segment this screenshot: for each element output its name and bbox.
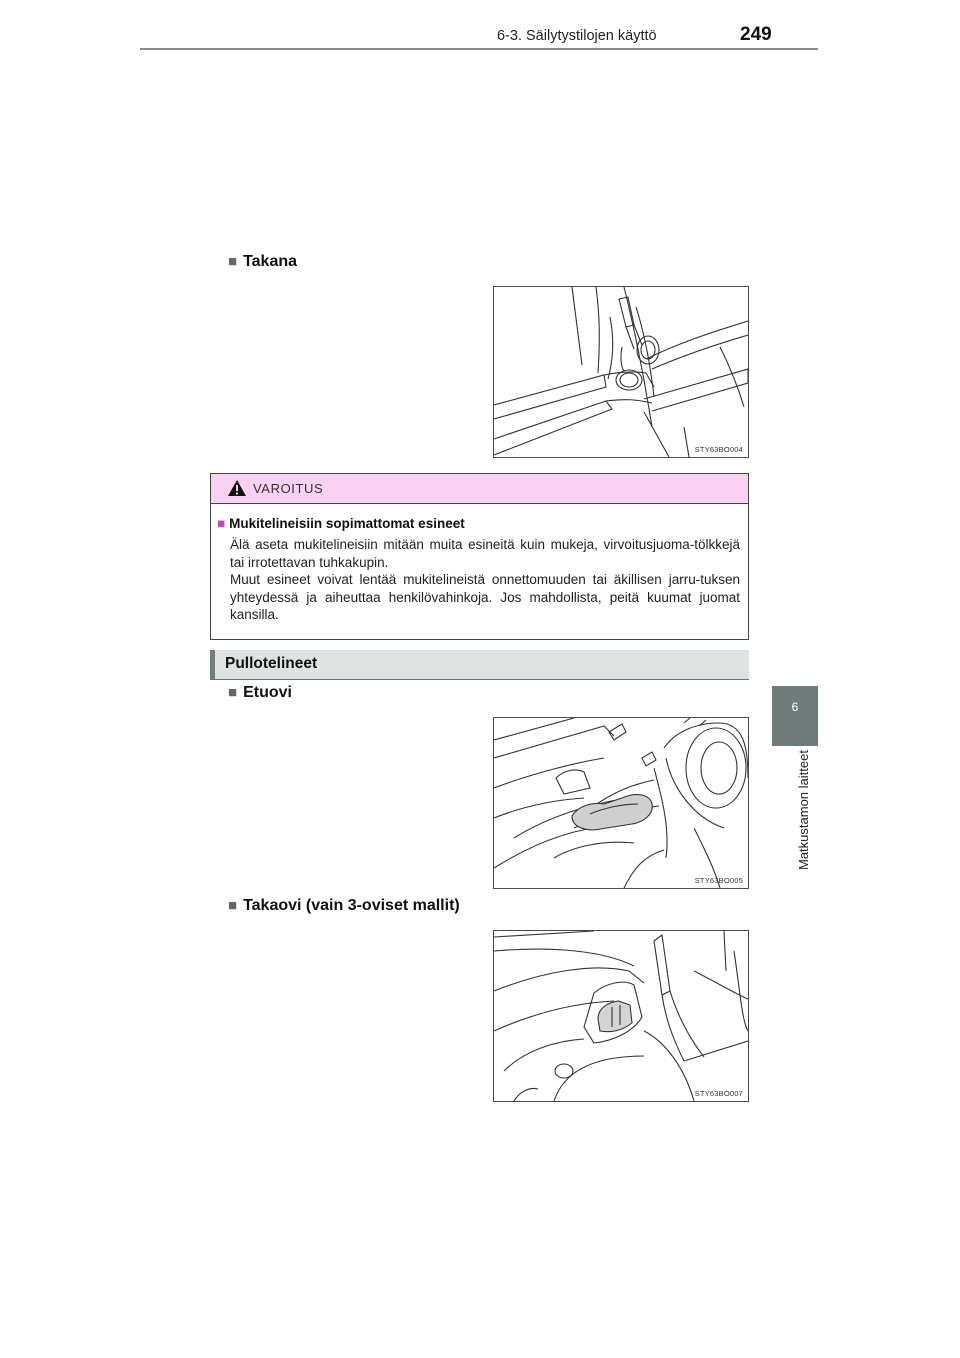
square-bullet-icon: ■: [228, 253, 238, 270]
section-accent: [210, 650, 215, 679]
chapter-title: Matkustamon laitteet: [796, 750, 811, 870]
square-bullet-icon: ■: [217, 516, 226, 531]
chapter-number: 6: [791, 700, 799, 714]
warning-paragraph: Älä aseta mukitelineisiin mitään muita esineitä kuin mukeja, virvoitusjuoma-tölkkejä tai irrotettavan tuhkakupin.: [230, 537, 740, 570]
warning-item-title: [217, 516, 465, 531]
warning-item-text: Mukitelineisiin sopimattomat esineet: [229, 516, 465, 531]
square-bullet-icon: ■: [228, 897, 238, 914]
figure-code: STY63BO005: [694, 876, 743, 885]
illustration-rear-cup-holder: [493, 286, 749, 458]
section-heading-bar: [210, 650, 749, 680]
section-title: Pullotelineet: [225, 655, 318, 672]
warning-triangle-icon: [227, 479, 247, 497]
subsection-heading-front-door: [228, 684, 292, 702]
subsection-title: Takana: [243, 253, 298, 270]
figure-code: STY63BO004: [694, 445, 743, 454]
warning-label: VAROITUS: [253, 481, 324, 496]
page-number: 249: [740, 24, 772, 45]
warning-body: [230, 536, 740, 624]
subsection-title: Takaovi (vain 3-oviset mallit): [243, 897, 460, 914]
warning-header: [211, 474, 748, 504]
header-divider: [140, 48, 818, 50]
rear-door-bottle-holder-drawing: [494, 931, 748, 1101]
subsection-title: Etuovi: [243, 684, 292, 701]
illustration-front-door-bottle-holder: [493, 717, 749, 889]
figure-code: STY63BO007: [694, 1089, 743, 1098]
subsection-heading-rear-door: [228, 897, 460, 915]
rear-cup-holder-drawing: [494, 287, 748, 457]
warning-box: [210, 473, 749, 640]
subsection-heading-rear: [228, 253, 297, 271]
header-section-title: 6-3. Säilytystilojen käyttö: [497, 28, 657, 44]
warning-paragraph: Muut esineet voivat lentää mukitelineistä onnettomuuden tai äkillisen jarru-tuksen yhteydessä ja aiheuttaa henkilövahinkoja. Jos mahdollista, peitä kuumat juomat kansilla.: [230, 572, 740, 622]
illustration-rear-door-bottle-holder: [493, 930, 749, 1102]
square-bullet-icon: ■: [228, 684, 238, 701]
chapter-tab: [772, 686, 818, 746]
front-door-bottle-holder-drawing: [494, 718, 748, 888]
